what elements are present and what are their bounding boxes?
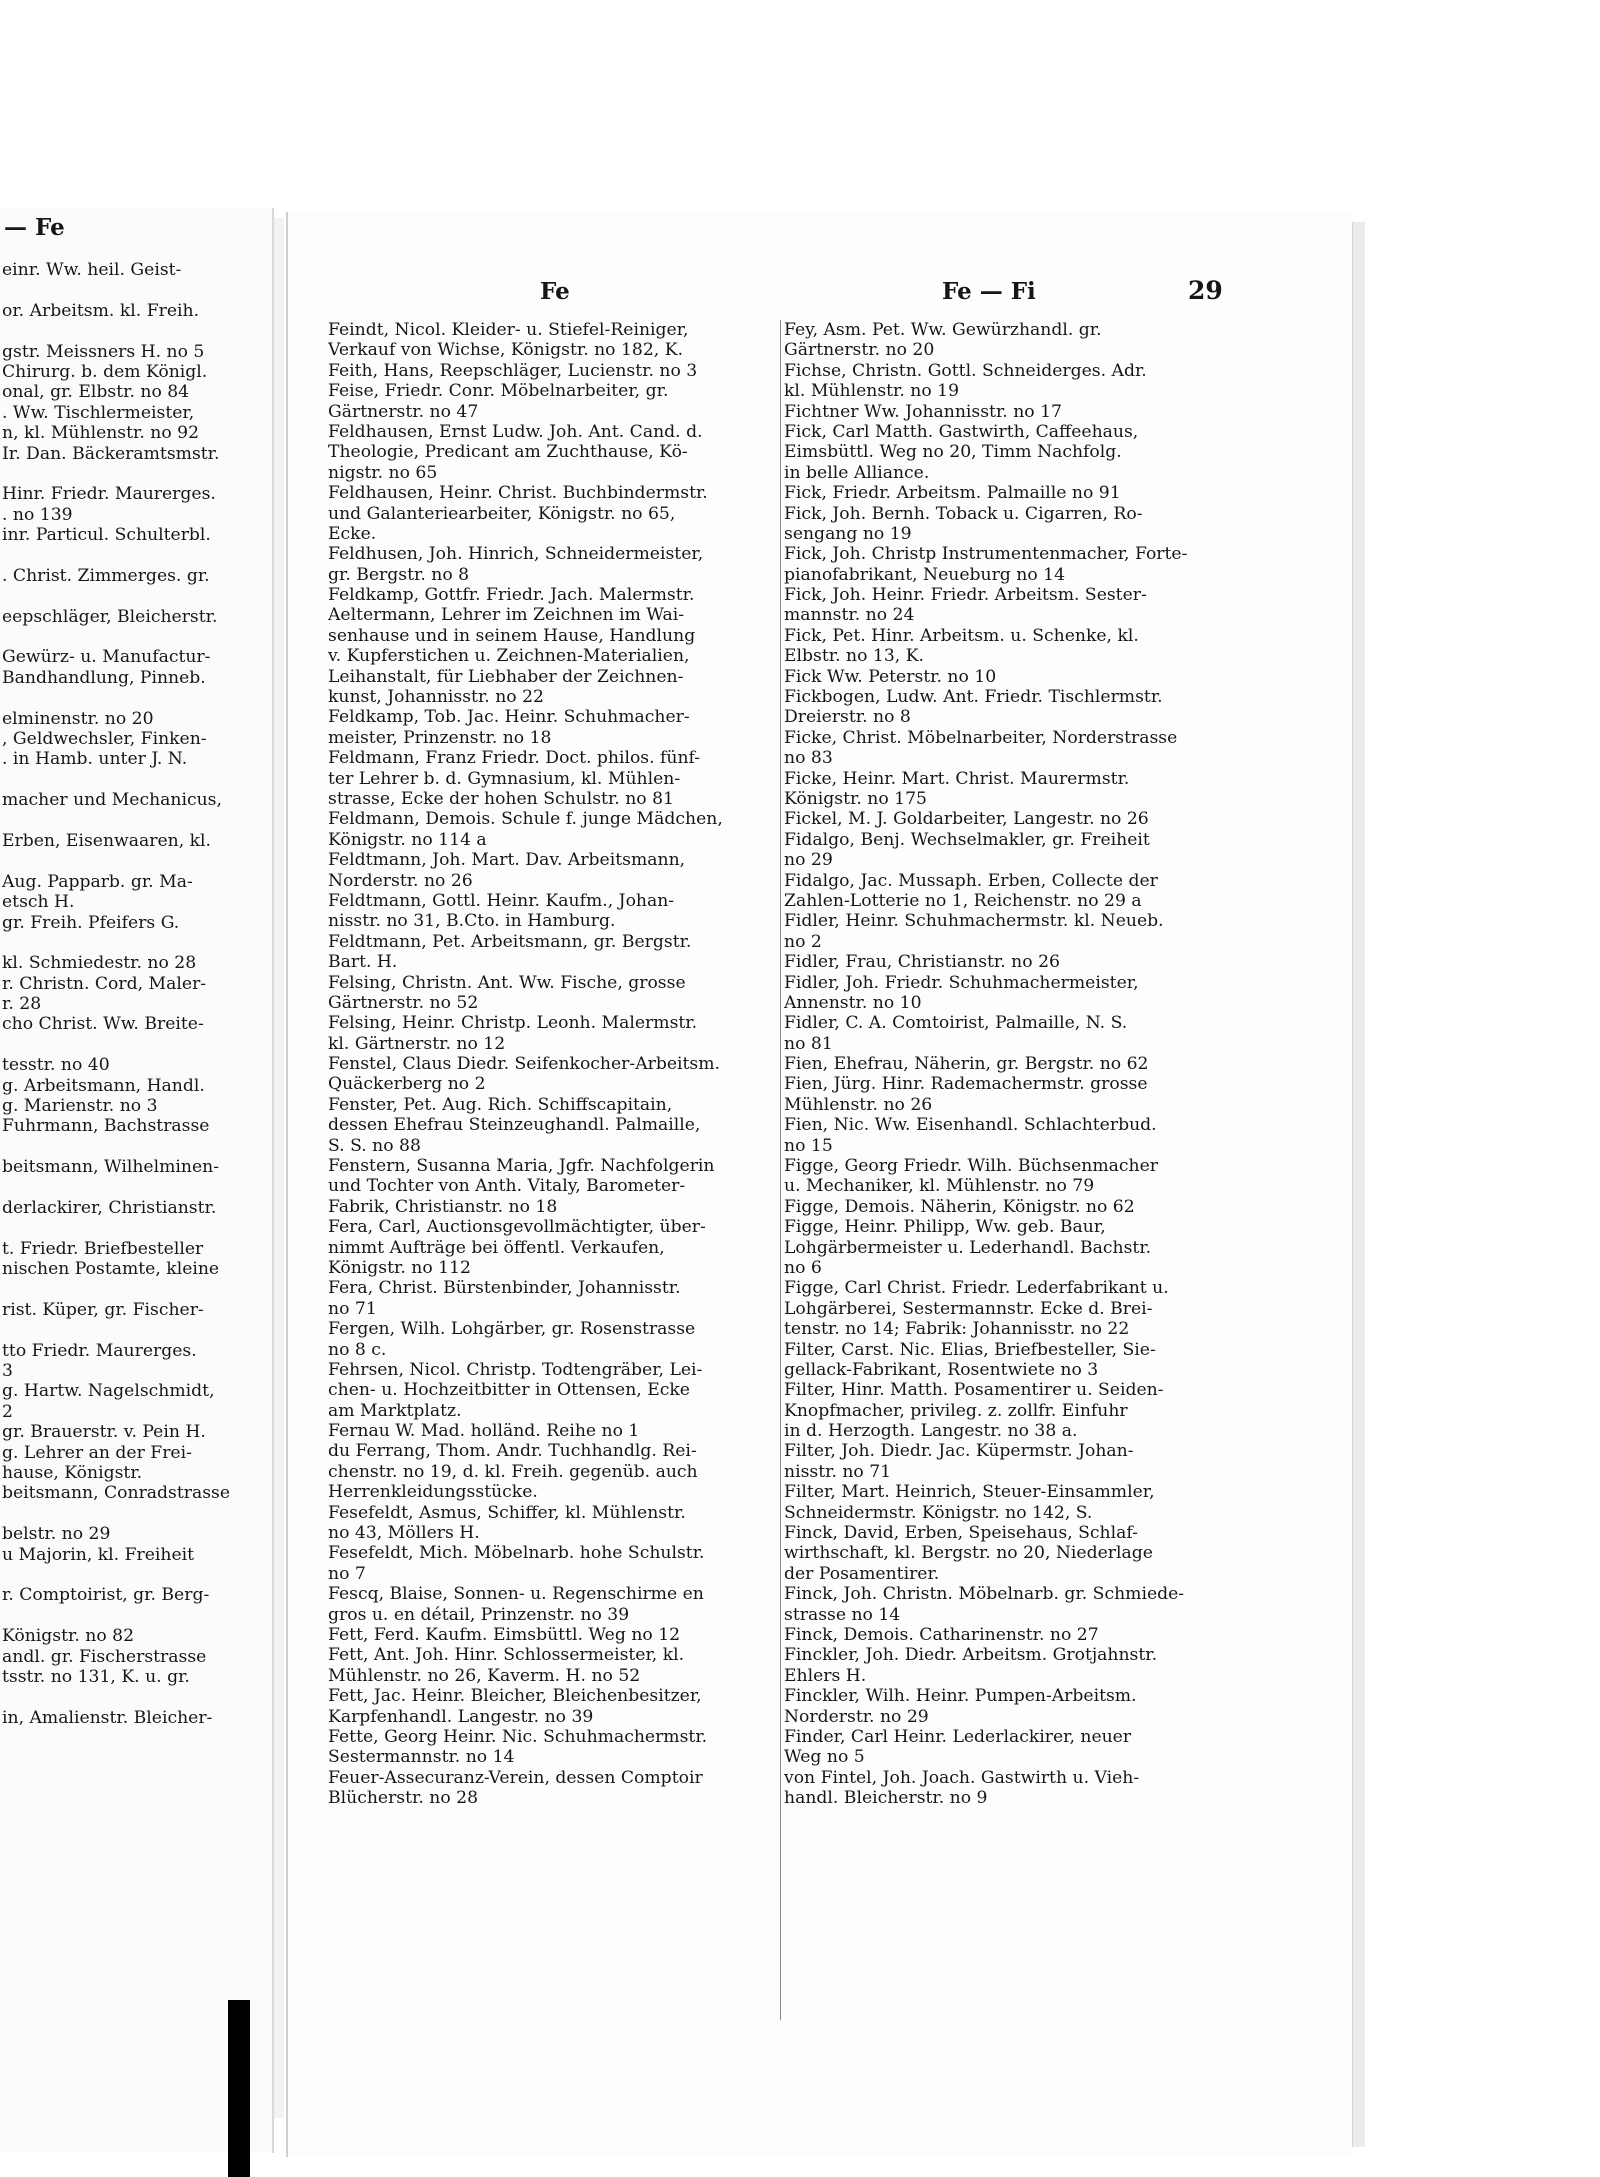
entry-line: kunst, Johannisstr. no 22 xyxy=(328,687,544,708)
entry-line: ter Lehrer b. d. Gymnasium, kl. Mühlen- xyxy=(328,768,681,789)
entry-line: Fidler, Frau, Christianstr. no 26 xyxy=(784,952,1060,973)
right-column xyxy=(784,320,1324,1809)
entry-line: Ficke, Christ. Möbelnarbeiter, Norderstrasse xyxy=(784,727,1178,748)
page-number: 29 xyxy=(1188,276,1223,305)
entry-line: Ir. Dan. Bäckeramtsmstr. xyxy=(2,443,220,464)
entry-line: Fenster, Pet. Aug. Rich. Schiffscapitain, xyxy=(328,1094,673,1115)
prev-page-column xyxy=(2,260,270,1728)
entry-line: no 81 xyxy=(784,1033,833,1054)
entry-line: einr. Ww. heil. Geist- xyxy=(2,260,182,280)
entry-line: Fidler, C. A. Comtoirist, Palmaille, N. S. xyxy=(784,1013,1128,1034)
entry-line: Feldhausen, Heinr. Christ. Buchbindermstr. xyxy=(328,483,708,504)
entry-line: Fick Ww. Peterstr. no 10 xyxy=(784,666,997,687)
entry-line: g. Marienstr. no 3 xyxy=(2,1096,158,1117)
entry-line: Fick, Joh. Heinr. Friedr. Arbeitsm. Sester- xyxy=(784,585,1147,606)
entry-line: Filter, Hinr. Matth. Posamentirer u. Seiden- xyxy=(784,1380,1164,1401)
entry-line: no 15 xyxy=(784,1135,833,1156)
entry-line: gr. Freih. Pfeifers G. xyxy=(2,912,180,933)
entry-line: nisstr. no 31, B.Cto. in Hamburg. xyxy=(328,911,616,932)
entry-line: strasse no 14 xyxy=(784,1604,901,1625)
entry-line: Fera, Carl, Auctionsgevollmächtigter, über- xyxy=(328,1217,706,1238)
entry-line: nisstr. no 71 xyxy=(784,1461,892,1482)
entry-line: Finck, Joh. Christn. Möbelnarb. gr. Schmiede- xyxy=(784,1584,1185,1605)
entry-line: Fenstern, Susanna Maria, Jgfr. Nachfolgerin xyxy=(328,1156,715,1177)
entry-line: Feldmann, Franz Friedr. Doct. philos. fünf- xyxy=(328,748,701,769)
entry-line: Aeltermann, Lehrer im Zeichnen im Wai- xyxy=(328,605,685,626)
entry-line: Fick, Carl Matth. Gastwirth, Caffeehaus, xyxy=(784,421,1139,442)
entry-line: 2 xyxy=(2,1401,13,1422)
entry-line: macher und Mechanicus, xyxy=(2,790,222,811)
entry-line: Bart. H. xyxy=(328,952,398,973)
entry-line: in d. Herzogth. Langestr. no 38 a. xyxy=(784,1421,1078,1442)
entry-line: Hinr. Friedr. Maurerges. xyxy=(2,484,216,505)
entry-line: or. Arbeitsm. kl. Freih. xyxy=(2,300,200,321)
entry-line: Feldhusen, Joh. Hinrich, Schneidermeister, xyxy=(328,544,704,565)
book-spine xyxy=(228,2000,250,2177)
entry-line xyxy=(2,464,270,484)
entry-line: belstr. no 29 xyxy=(2,1524,111,1545)
entry-line: u Majorin, kl. Freiheit xyxy=(2,1544,195,1565)
entry-line: Sestermannstr. no 14 xyxy=(328,1747,515,1768)
entry-line: Knopfmacher, privileg. z. zollfr. Einfuhr xyxy=(784,1400,1128,1421)
entry-line: Eimsbüttl. Weg no 20, Timm Nachfolg. xyxy=(784,442,1122,463)
entry-line: Fickel, M. J. Goldarbeiter, Langestr. no 26 xyxy=(784,809,1149,830)
entry-line: Fien, Jürg. Hinr. Rademachermstr. grosse xyxy=(784,1074,1148,1095)
entry-line: in belle Alliance. xyxy=(784,462,930,483)
entry-line: Theologie, Predicant am Zuchthause, Kö- xyxy=(328,442,688,463)
entry-line: Gewürz- u. Manufactur- xyxy=(2,647,211,668)
entry-line: chenstr. no 19, d. kl. Freih. gegenüb. auch xyxy=(328,1461,698,1482)
entry-line: Feldtmann, Pet. Arbeitsmann, gr. Bergstr. xyxy=(328,931,692,952)
entry-line: r. 28 xyxy=(2,994,42,1015)
entry-line: Fey, Asm. Pet. Ww. Gewürzhandl. gr. xyxy=(784,320,1102,340)
entry-line: nischen Postamte, kleine xyxy=(2,1259,220,1280)
entry-line: Fick, Friedr. Arbeitsm. Palmaille no 91 xyxy=(784,483,1121,504)
entry-line xyxy=(2,1035,270,1055)
entry-line: eepschläger, Bleicherstr. xyxy=(2,606,218,627)
entry-line: no 6 xyxy=(784,1257,822,1278)
entry-line: Quäckerberg no 2 xyxy=(328,1074,486,1095)
entry-line: Bandhandlung, Pinneb. xyxy=(2,667,206,688)
entry-line xyxy=(2,1606,270,1626)
entry-line: Feuer-Assecuranz-Verein, dessen Comptoir xyxy=(328,1767,703,1788)
entry-line: Fick, Joh. Bernh. Toback u. Cigarren, Ro- xyxy=(784,503,1143,524)
entry-line: kl. Gärtnerstr. no 12 xyxy=(328,1033,506,1054)
entry-line: Lohgärberei, Sestermannstr. Ecke d. Brei- xyxy=(784,1298,1153,1319)
entry-line: Königstr. no 82 xyxy=(2,1626,135,1647)
entry-line: Figge, Carl Christ. Friedr. Lederfabrikant u. xyxy=(784,1278,1169,1299)
entry-line: 3 xyxy=(2,1361,13,1382)
entry-line: Leihanstalt, für Liebhaber der Zeichnen- xyxy=(328,666,684,687)
entry-line: Finck, Demois. Catharinenstr. no 27 xyxy=(784,1625,1099,1645)
entry-line: S. S. no 88 xyxy=(328,1135,421,1156)
page-edge xyxy=(1352,222,1365,2147)
entry-line: Filter, Joh. Diedr. Jac. Küpermstr. Johan- xyxy=(784,1441,1134,1462)
entry-line: Feldtmann, Joh. Mart. Dav. Arbeitsmann, xyxy=(328,850,686,871)
entry-line: Fidalgo, Benj. Wechselmakler, gr. Freiheit xyxy=(784,829,1150,850)
entry-line: von Fintel, Joh. Joach. Gastwirth u. Vieh- xyxy=(784,1767,1140,1788)
page-header-left: Fe xyxy=(540,278,570,305)
entry-line: g. Lehrer an der Frei- xyxy=(2,1442,192,1463)
entry-line: Norderstr. no 29 xyxy=(784,1706,929,1727)
entry-line: Fescq, Blaise, Sonnen- u. Regenschirme en xyxy=(328,1584,704,1605)
entry-line: no 7 xyxy=(328,1563,366,1584)
entry-line: strasse, Ecke der hohen Schulstr. no 81 xyxy=(328,788,674,809)
entry-line: no 29 xyxy=(784,850,833,871)
entry-line: und Galanteriearbeiter, Königstr. no 65, xyxy=(328,503,676,524)
entry-line: beitsmann, Wilhelminen- xyxy=(2,1157,220,1178)
entry-line: Finckler, Joh. Diedr. Arbeitsm. Grotjahnstr. xyxy=(784,1645,1158,1666)
entry-line: Fidler, Heinr. Schuhmachermstr. kl. Neueb. xyxy=(784,911,1164,932)
entry-line xyxy=(2,1218,270,1238)
entry-line: Blücherstr. no 28 xyxy=(328,1788,479,1809)
entry-line xyxy=(2,1687,270,1707)
entry-line xyxy=(2,1178,270,1198)
entry-line: Fickbogen, Ludw. Ant. Friedr. Tischlermstr. xyxy=(784,687,1163,708)
entry-line: tto Friedr. Maurerges. xyxy=(2,1340,197,1361)
entry-line: no 83 xyxy=(784,748,833,769)
entry-line xyxy=(2,1137,270,1157)
entry-line: Zahlen-Lotterie no 1, Reichenstr. no 29 a xyxy=(784,890,1142,911)
entry-line: dessen Ehefrau Steinzeughandl. Palmaille, xyxy=(328,1115,701,1136)
entry-line: Fien, Nic. Ww. Eisenhandl. Schlachterbud. xyxy=(784,1115,1157,1136)
entry-line: inr. Particul. Schulterbl. xyxy=(2,525,211,546)
entry-line: derlackirer, Christianstr. xyxy=(2,1197,217,1218)
entry-line: . no 139 xyxy=(2,504,73,525)
page-header-right: Fe — Fi xyxy=(942,278,1036,305)
entry-line: Gärtnerstr. no 52 xyxy=(328,992,479,1013)
entry-line: . Ww. Tischlermeister, xyxy=(2,402,195,423)
entry-line: Fesefeldt, Mich. Möbelnarb. hohe Schulstr. xyxy=(328,1543,705,1564)
entry-line xyxy=(2,811,270,831)
entry-line: cho Christ. Ww. Breite- xyxy=(2,1014,204,1035)
entry-line xyxy=(2,688,270,708)
entry-line: Herrenkleidungsstücke. xyxy=(328,1482,538,1503)
entry-line: Ficke, Heinr. Mart. Christ. Maurermstr. xyxy=(784,768,1130,789)
entry-line: Finder, Carl Heinr. Lederlackirer, neuer xyxy=(784,1726,1132,1747)
entry-line: mannstr. no 24 xyxy=(784,605,915,626)
entry-line: pianofabrikant, Neueburg no 14 xyxy=(784,564,1066,585)
previous-page xyxy=(0,208,274,2153)
entry-line: Königstr. no 114 a xyxy=(328,829,487,850)
page-gutter xyxy=(274,218,284,2118)
entry-line: Fenstel, Claus Diedr. Seifenkocher-Arbeitsm. xyxy=(328,1054,720,1075)
entry-line xyxy=(2,321,270,341)
entry-line: Norderstr. no 26 xyxy=(328,870,473,891)
entry-line: gr. Brauerstr. v. Pein H. xyxy=(2,1422,206,1443)
entry-line: r. Comptoirist, gr. Berg- xyxy=(2,1585,210,1606)
entry-line: in, Amalienstr. Bleicher- xyxy=(2,1707,213,1728)
entry-line: Filter, Mart. Heinrich, Steuer-Einsammler, xyxy=(784,1482,1155,1503)
entry-line: Finck, David, Erben, Speisehaus, Schlaf- xyxy=(784,1523,1138,1544)
entry-line: sengang no 19 xyxy=(784,523,912,544)
entry-line: Königstr. no 175 xyxy=(784,788,927,809)
entry-line: Fett, Ferd. Kaufm. Eimsbüttl. Weg no 12 xyxy=(328,1625,681,1645)
entry-line: handl. Bleicherstr. no 9 xyxy=(784,1788,988,1809)
entry-line xyxy=(2,1320,270,1340)
entry-line: beitsmann, Conradstrasse xyxy=(2,1483,231,1504)
entry-line: nigstr. no 65 xyxy=(328,462,438,483)
entry-line: Figge, Heinr. Philipp, Ww. geb. Baur, xyxy=(784,1217,1106,1238)
entry-line: Feith, Hans, Reepschläger, Lucienstr. no 3 xyxy=(328,360,698,381)
entry-line: Lohgärbermeister u. Lederhandl. Bachstr. xyxy=(784,1237,1152,1258)
entry-line: Feldtmann, Gottl. Heinr. Kaufm., Johan- xyxy=(328,890,675,911)
entry-line: und Tochter von Anth. Vitaly, Barometer- xyxy=(328,1176,686,1197)
entry-line: u. Mechaniker, kl. Mühlenstr. no 79 xyxy=(784,1176,1095,1197)
current-page xyxy=(286,212,1354,2157)
entry-line: wirthschaft, kl. Bergstr. no 20, Niederlage xyxy=(784,1543,1153,1564)
entry-line: Fidler, Joh. Friedr. Schuhmachermeister, xyxy=(784,972,1139,993)
entry-line: Ehlers H. xyxy=(784,1665,867,1686)
entry-line: Annenstr. no 10 xyxy=(784,992,922,1013)
entry-line: Feldkamp, Tob. Jac. Heinr. Schuhmacher- xyxy=(328,707,690,728)
entry-line: no 71 xyxy=(328,1298,377,1319)
entry-line: Figge, Georg Friedr. Wilh. Büchsenmacher xyxy=(784,1156,1158,1177)
entry-line: Fichse, Christn. Gottl. Schneiderges. Adr. xyxy=(784,360,1147,381)
entry-line: Aug. Papparb. gr. Ma- xyxy=(2,871,193,892)
entry-line: Gärtnerstr. no 20 xyxy=(784,340,935,361)
entry-line xyxy=(2,627,270,647)
entry-line: Fabrik, Christianstr. no 18 xyxy=(328,1196,558,1217)
entry-line xyxy=(2,545,270,565)
entry-line: Weg no 5 xyxy=(784,1747,865,1768)
entry-line: Königstr. no 112 xyxy=(328,1257,471,1278)
entry-line xyxy=(2,280,270,300)
entry-line: hause, Königstr. xyxy=(2,1463,143,1484)
entry-line: Fichtner Ww. Johannisstr. no 17 xyxy=(784,401,1062,422)
entry-line: no 8 c. xyxy=(328,1339,387,1360)
entry-line: . in Hamb. unter J. N. xyxy=(2,749,188,770)
entry-line: Fehrsen, Nicol. Christp. Todtengräber, Lei- xyxy=(328,1359,703,1380)
entry-line xyxy=(2,586,270,606)
entry-line: Mühlenstr. no 26, Kaverm. H. no 52 xyxy=(328,1665,641,1686)
entry-line: Feldkamp, Gottfr. Friedr. Jach. Malermstr. xyxy=(328,585,695,606)
entry-line: no 43, Möllers H. xyxy=(328,1523,480,1544)
entry-line: gstr. Meissners H. no 5 xyxy=(2,341,205,362)
entry-line: Fett, Ant. Joh. Hinr. Schlossermeister, kl. xyxy=(328,1645,685,1666)
entry-line: Fette, Georg Heinr. Nic. Schuhmachermstr. xyxy=(328,1726,708,1747)
entry-line: Ecke. xyxy=(328,523,377,544)
entry-line: Finckler, Wilh. Heinr. Pumpen-Arbeitsm. xyxy=(784,1686,1137,1707)
entry-line: onal, gr. Elbstr. no 84 xyxy=(2,382,190,403)
entry-line: gellack-Fabrikant, Rosentwiete no 3 xyxy=(784,1359,1099,1380)
entry-line: Fera, Christ. Bürstenbinder, Johannisstr. xyxy=(328,1278,681,1299)
entry-line: Fidalgo, Jac. Mussaph. Erben, Collecte der xyxy=(784,870,1158,891)
entry-line: v. Kupferstichen u. Zeichnen-Materialien, xyxy=(328,646,690,667)
entry-line: andl. gr. Fischerstrasse xyxy=(2,1646,207,1667)
entry-line: Schneidermstr. Königstr. no 142, S. xyxy=(784,1502,1093,1523)
entry-line: Feldhausen, Ernst Ludw. Joh. Ant. Cand. d. xyxy=(328,421,703,442)
entry-line: Fett, Jac. Heinr. Bleicher, Bleichenbesitzer, xyxy=(328,1686,702,1707)
entry-line: Feldmann, Demois. Schule f. junge Mädchen, xyxy=(328,809,723,830)
entry-line xyxy=(2,770,270,790)
entry-line xyxy=(2,933,270,953)
entry-line: am Marktplatz. xyxy=(328,1400,462,1421)
entry-line: Gärtnerstr. no 47 xyxy=(328,401,479,422)
entry-line xyxy=(2,851,270,871)
entry-line: Karpfenhandl. Langestr. no 39 xyxy=(328,1706,594,1727)
entry-line: Mühlenstr. no 26 xyxy=(784,1094,933,1115)
entry-line xyxy=(2,1504,270,1524)
entry-line: du Ferrang, Thom. Andr. Tuchhandlg. Rei- xyxy=(328,1441,697,1462)
entry-line: etsch H. xyxy=(2,892,75,913)
entry-line: kl. Mühlenstr. no 19 xyxy=(784,381,960,402)
entry-line: Feise, Friedr. Conr. Möbelnarbeiter, gr. xyxy=(328,381,669,402)
entry-line: elminenstr. no 20 xyxy=(2,708,154,729)
prev-page-header: — Fe xyxy=(4,214,65,241)
entry-line: t. Friedr. Briefbesteller xyxy=(2,1238,204,1259)
entry-line: n, kl. Mühlenstr. no 92 xyxy=(2,423,200,444)
entry-line: . Christ. Zimmerges. gr. xyxy=(2,565,210,586)
entry-line: no 2 xyxy=(784,931,822,952)
entry-line: gr. Bergstr. no 8 xyxy=(328,564,470,585)
entry-line: tenstr. no 14; Fabrik: Johannisstr. no 22 xyxy=(784,1319,1130,1340)
entry-line: Fick, Joh. Christp Instrumentenmacher, Forte- xyxy=(784,544,1188,565)
entry-line: Fuhrmann, Bachstrasse xyxy=(2,1116,210,1137)
entry-line xyxy=(2,1280,270,1300)
entry-line: rist. Küper, gr. Fischer- xyxy=(2,1299,204,1320)
entry-line: Feindt, Nicol. Kleider- u. Stiefel-Reiniger, xyxy=(328,320,689,340)
entry-line: meister, Prinzenstr. no 18 xyxy=(328,727,552,748)
left-column xyxy=(328,320,804,1809)
entry-line: Fien, Ehefrau, Näherin, gr. Bergstr. no 62 xyxy=(784,1054,1149,1075)
entry-line: , Geldwechsler, Finken- xyxy=(2,728,207,749)
entry-line: g. Arbeitsmann, Handl. xyxy=(2,1075,205,1096)
entry-line: Fesefeldt, Asmus, Schiffer, kl. Mühlenstr. xyxy=(328,1502,686,1523)
entry-line: Chirurg. b. dem Königl. xyxy=(2,361,208,382)
entry-line: Fernau W. Mad. holländ. Reihe no 1 xyxy=(328,1421,640,1442)
entry-line: tsstr. no 131, K. u. gr. xyxy=(2,1666,190,1687)
entry-line: der Posamentirer. xyxy=(784,1563,940,1584)
entry-line: nimmt Aufträge bei öffentl. Verkaufen, xyxy=(328,1237,665,1258)
entry-line: gros u. en détail, Prinzenstr. no 39 xyxy=(328,1604,630,1625)
entry-line xyxy=(2,1565,270,1585)
entry-line: Elbstr. no 13, K. xyxy=(784,646,925,667)
entry-line: Felsing, Christn. Ant. Ww. Fische, grosse xyxy=(328,972,686,993)
entry-line: r. Christn. Cord, Maler- xyxy=(2,973,207,994)
entry-line: Dreierstr. no 8 xyxy=(784,707,911,728)
entry-line: senhause und in seinem Hause, Handlung xyxy=(328,625,696,646)
entry-line: g. Hartw. Nagelschmidt, xyxy=(2,1381,215,1402)
entry-line: chen- u. Hochzeitbitter in Ottensen, Ecke xyxy=(328,1380,690,1401)
entry-line: Felsing, Heinr. Christp. Leonh. Malermstr. xyxy=(328,1013,698,1034)
entry-line: Verkauf von Wichse, Königstr. no 182, K. xyxy=(328,340,684,361)
entry-line: Figge, Demois. Näherin, Königstr. no 62 xyxy=(784,1196,1135,1217)
entry-line: tesstr. no 40 xyxy=(2,1055,110,1076)
entry-line: kl. Schmiedestr. no 28 xyxy=(2,953,197,974)
entry-line: Filter, Carst. Nic. Elias, Briefbesteller, Sie- xyxy=(784,1339,1156,1360)
entry-line: Fergen, Wilh. Lohgärber, gr. Rosenstrasse xyxy=(328,1319,696,1340)
entry-line: Erben, Eisenwaaren, kl. xyxy=(2,830,212,851)
entry-line: Fick, Pet. Hinr. Arbeitsm. u. Schenke, kl. xyxy=(784,625,1139,646)
